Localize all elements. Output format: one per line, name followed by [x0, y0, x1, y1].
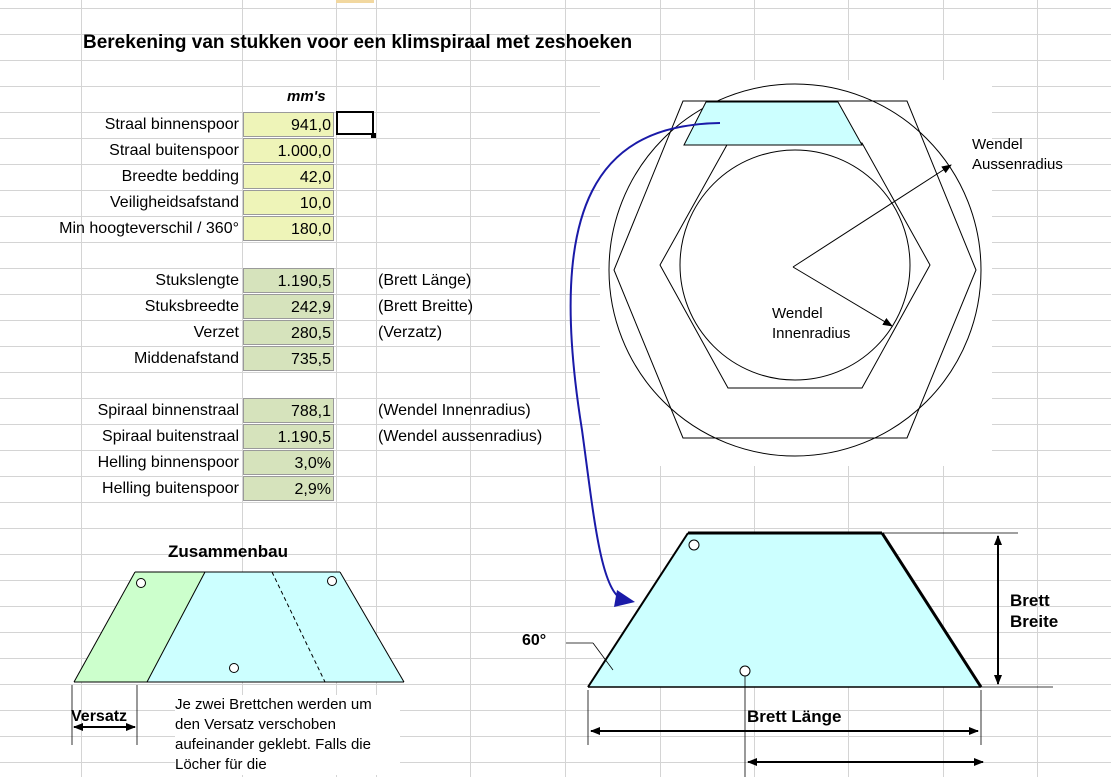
result-note: (Wendel aussenradius): [378, 428, 543, 445]
input-value-cell[interactable]: 1.000,0: [243, 138, 334, 163]
result-note: (Brett Breitte): [378, 298, 474, 315]
input-value-cell[interactable]: 42,0: [243, 164, 334, 189]
result-note: (Wendel Innenradius): [378, 402, 531, 419]
input-label: Straal buitenspoor: [109, 142, 239, 159]
input-label: Veiligheidsafstand: [110, 194, 239, 211]
offset-label: Versatz: [71, 708, 128, 725]
result-value-cell[interactable]: 1.190,5: [243, 424, 334, 449]
result-value-cell[interactable]: 3,0%: [243, 450, 334, 475]
result-label: Middenafstand: [134, 350, 239, 367]
input-label: Breedte bedding: [121, 168, 239, 185]
length-label: Brett Länge: [747, 707, 842, 726]
width-label: Breite: [1010, 612, 1059, 631]
result-label: Stuksbreedte: [144, 298, 239, 315]
connector-arrow-head: [614, 590, 635, 607]
result-label: Spiraal buitenstraal: [102, 428, 239, 445]
hole-icon: [689, 540, 699, 550]
board-piece-diagram: [522, 533, 1058, 777]
result-note: (Verzatz): [378, 324, 443, 341]
inner-radius-label: Wendel: [772, 305, 823, 322]
result-value-cell[interactable]: 2,9%: [243, 476, 334, 501]
outer-radius-label: Wendel: [972, 136, 1023, 153]
assembly-title: Zusammenbau: [168, 542, 288, 561]
hole-icon: [740, 666, 750, 676]
result-label: Stukslengte: [155, 272, 239, 289]
result-value-cell[interactable]: 735,5: [243, 346, 334, 371]
input-value-cell[interactable]: 10,0: [243, 190, 334, 215]
angle-label: 60°: [522, 632, 547, 649]
result-label: Spiraal binnenstraal: [97, 402, 239, 419]
assembly-caption: Je zwei Brettchen werden um den Versatz verschoben aufeinander geklebt. Falls die Löcher für die: [175, 695, 400, 775]
result-label: Helling buitenspoor: [102, 480, 239, 497]
input-label: Min hoogteverschil / 360°: [59, 220, 239, 237]
unit-header: mm's: [287, 88, 326, 105]
hole-icon: [328, 577, 337, 586]
input-label: Straal binnenspoor: [104, 116, 239, 133]
input-value-cell[interactable]: 941,0: [243, 112, 334, 137]
result-label: Verzet: [193, 324, 239, 341]
width-label: Brett: [1010, 591, 1050, 610]
result-value-cell[interactable]: 788,1: [243, 398, 334, 423]
result-label: Helling binnenspoor: [97, 454, 239, 471]
sheet-title: Berekening van stukken voor een klimspiraal met zeshoeken: [83, 32, 633, 53]
result-value-cell[interactable]: 280,5: [243, 320, 334, 345]
result-note: (Brett Länge): [378, 272, 472, 289]
hexagon-spiral-diagram: [600, 80, 1063, 466]
hole-icon: [137, 579, 146, 588]
inner-radius-label: Innenradius: [772, 325, 851, 342]
hole-icon: [230, 664, 239, 673]
outer-radius-label: Aussenradius: [972, 156, 1063, 173]
input-value-cell[interactable]: 180,0: [243, 216, 334, 241]
result-value-cell[interactable]: 1.190,5: [243, 268, 334, 293]
result-value-cell[interactable]: 242,9: [243, 294, 334, 319]
